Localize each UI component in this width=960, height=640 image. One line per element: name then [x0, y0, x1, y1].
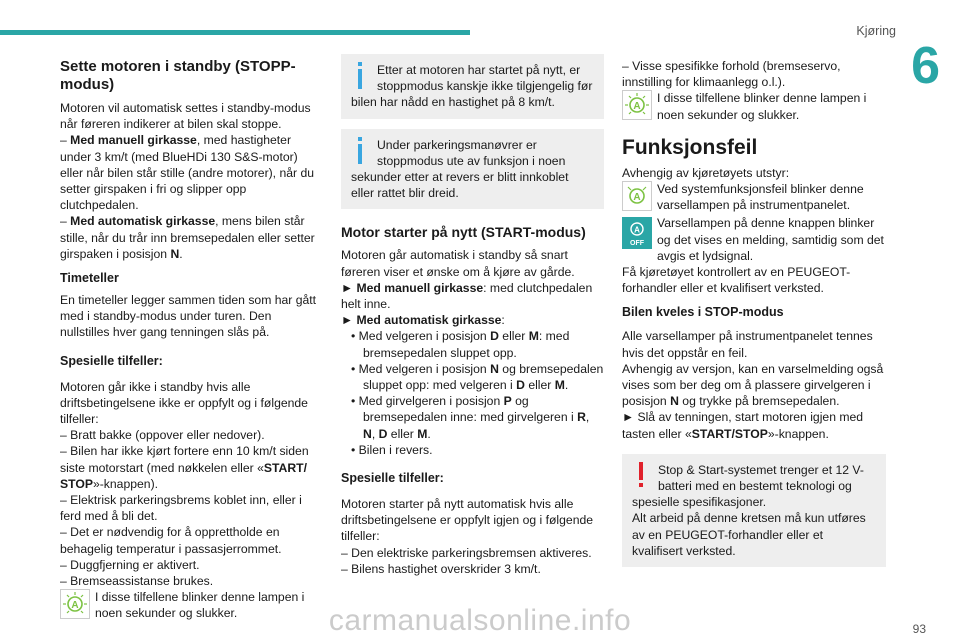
- eco-a-fault-lamp-icon: [622, 181, 652, 211]
- header-accent-bar: [0, 30, 470, 35]
- heading-special-cases: Spesielle tilfeller:: [341, 471, 444, 486]
- special-item: – Det er nødvendig for å opprettholde en behagelig temperatur i passasjerrommet.: [60, 525, 282, 556]
- start-automatic: ► Med automatisk girkasse:: [341, 313, 505, 328]
- warning-text: Stop & Start-systemet trenger et 12 V-batteri med en bestemt teknologi og spesielle spesifikasjoner.: [632, 462, 864, 510]
- off-button-description: Varsellampen på denne knappen blinker og det vises en melding, samtidig som det avgis et lydsignal.: [657, 216, 884, 263]
- info-box: [341, 54, 604, 119]
- start-manual: ► Med manuell girkasse: med clutchpedalen helt inne.: [341, 280, 593, 312]
- warning-text: Alt arbeid på denne kretsen må kun utføres av en PEUGEOT-forhandler eller et kvalifisert verksted.: [632, 511, 866, 558]
- malfunction-intro: Avhengig av kjøretøyets utstyr:: [622, 165, 790, 180]
- stall-text: Alle varsellamper på instrumentpanelet tennes hvis det oppstår en feil.: [622, 329, 873, 360]
- special-item: – Den elektriske parkeringsbremsen aktiveres.: [341, 545, 592, 560]
- info-icon: [351, 137, 371, 167]
- timer-text: En timeteller legger sammen tiden som har gått med i standby-modus under turen. Den nullstilles hver gang tenningen slås på.: [60, 293, 317, 340]
- eco-a-warning-lamp-icon: [622, 90, 652, 120]
- section-title: Kjøring: [856, 24, 896, 38]
- heading-stop-mode: Sette motoren i standby (STOPP-modus): [60, 58, 296, 93]
- svg-text:A: A: [633, 192, 641, 204]
- special-item: – Bremseassistanse brukes.: [60, 574, 214, 589]
- special-item: – Elektrisk parkeringsbrems koblet inn, eller i ferd med å bli det.: [60, 493, 302, 524]
- info-box: [341, 129, 604, 210]
- special-item: – Duggfjerning er aktivert.: [60, 557, 200, 572]
- start-intro: Motoren går automatisk i standby så snart føreren viser et ønske om å kjøre av gårde.: [341, 248, 575, 279]
- special-intro: Motoren starter på nytt automatisk hvis alle driftsbetingelsene er oppfylt igjen og i følgende tilfeller:: [341, 497, 594, 544]
- heading-stall: Bilen kveles i STOP-modus: [622, 305, 784, 320]
- start-bullet: • Med velgeren i posisjon N og bremsepedalen sluppet opp: med velgeren i D eller M.: [351, 361, 604, 393]
- eco-lamp-row: [622, 90, 886, 122]
- info-text: Under parkeringsmanøvrer er stoppmodus ute av funksjon i noen sekunder etter at revers er blitt innkoblet eller rattet blir dreid.: [351, 137, 569, 201]
- stop-manual: – Med manuell girkasse, med hastigheter under 3 km/t (med BlueHDi 130 S&S-motor) eller når bilen står stille (andre motorer), når du setter girspaken i fri og slipper opp clutchpedalen.: [60, 133, 315, 213]
- stop-intro: Motoren vil automatisk settes i standby-modus når føreren indikerer at bilen skal stoppe.: [60, 101, 311, 132]
- stop-start-off-button-icon: [622, 215, 652, 249]
- eco-lamp-text: I disse tilfellene blinker denne lampen i noen sekunder og slukker.: [95, 590, 305, 621]
- special-intro: Motoren går ikke i standby hvis alle driftsbetingelsene ikke er oppfylt og i følgende tilfeller:: [60, 379, 308, 427]
- start-bullet: • Med velgeren i posisjon D eller M: med bremsepedalen sluppet opp.: [351, 329, 570, 360]
- special-item: – Bilens hastighet overskrider 3 km/t.: [341, 561, 541, 576]
- off-label: OFF: [630, 240, 644, 248]
- stall-text: ► Slå av tenningen, start motoren igjen med tasten eller «START/STOP»-knappen.: [622, 410, 864, 441]
- stall-text: Avhengig av versjon, kan en varselmelding også vises som ber deg om å plassere girvelgeren i posisjon N og trykke på bremsepedalen.: [622, 361, 884, 409]
- heading-timer: Timeteller: [60, 271, 119, 286]
- heading-malfunction: Funksjonsfeil: [622, 135, 758, 159]
- eco-lamp-text: I disse tilfellene blinker denne lampen i noen sekunder og slukker.: [657, 91, 867, 122]
- chapter-number: 6: [911, 37, 940, 95]
- svg-text:A: A: [633, 101, 641, 113]
- page-number: 93: [912, 622, 926, 636]
- column-left: [60, 50, 322, 622]
- fault-lamp-text: Ved systemfunksjonsfeil blinker denne varsellampen på instrumentpanelet.: [657, 182, 864, 213]
- check-dealer-text: Få kjøretøyet kontrollert av en PEUGEOT-forhandler eller et kvalifisert verksted.: [622, 265, 851, 296]
- warning-box: [622, 454, 886, 567]
- heading-start-mode: Motor starter på nytt (START-modus): [341, 224, 586, 241]
- column-right: [622, 58, 886, 577]
- svg-text:A: A: [71, 600, 79, 612]
- fault-lamp-row: [622, 181, 886, 213]
- heading-special-cases: Spesielle tilfeller:: [60, 353, 163, 368]
- info-icon: [351, 62, 371, 92]
- special-item: – Bilen har ikke kjørt fortere enn 10 km/t siden siste motorstart (med nøkkelen eller «START/ STOP»-knappen).: [60, 444, 309, 491]
- special-item: – Bratt bakke (oppover eller nedover).: [60, 428, 265, 443]
- column-middle: [341, 54, 604, 577]
- warning-icon: [632, 462, 652, 492]
- watermark: carmanualsonline.info: [328, 604, 632, 637]
- special-item: – Visse spesifikke forhold (bremseservo, innstilling for klimaanlegg o.l.).: [622, 59, 841, 90]
- svg-text:A: A: [634, 225, 640, 235]
- info-text: Etter at motoren har startet på nytt, er stoppmodus kanskje ikke tilgjengelig før bilen har nådd en hastighet på 8 km/t.: [351, 63, 593, 110]
- start-bullet: • Med girvelgeren i posisjon P og bremsepedalen inne: med girvelgeren i R, N, D eller M.: [351, 394, 590, 441]
- start-bullet: • Bilen i revers.: [351, 442, 433, 457]
- stop-automatic: – Med automatisk girkasse, mens bilen står stille, når du trår inn bremsepedalen eller setter girspaken i posisjon N.: [60, 214, 315, 261]
